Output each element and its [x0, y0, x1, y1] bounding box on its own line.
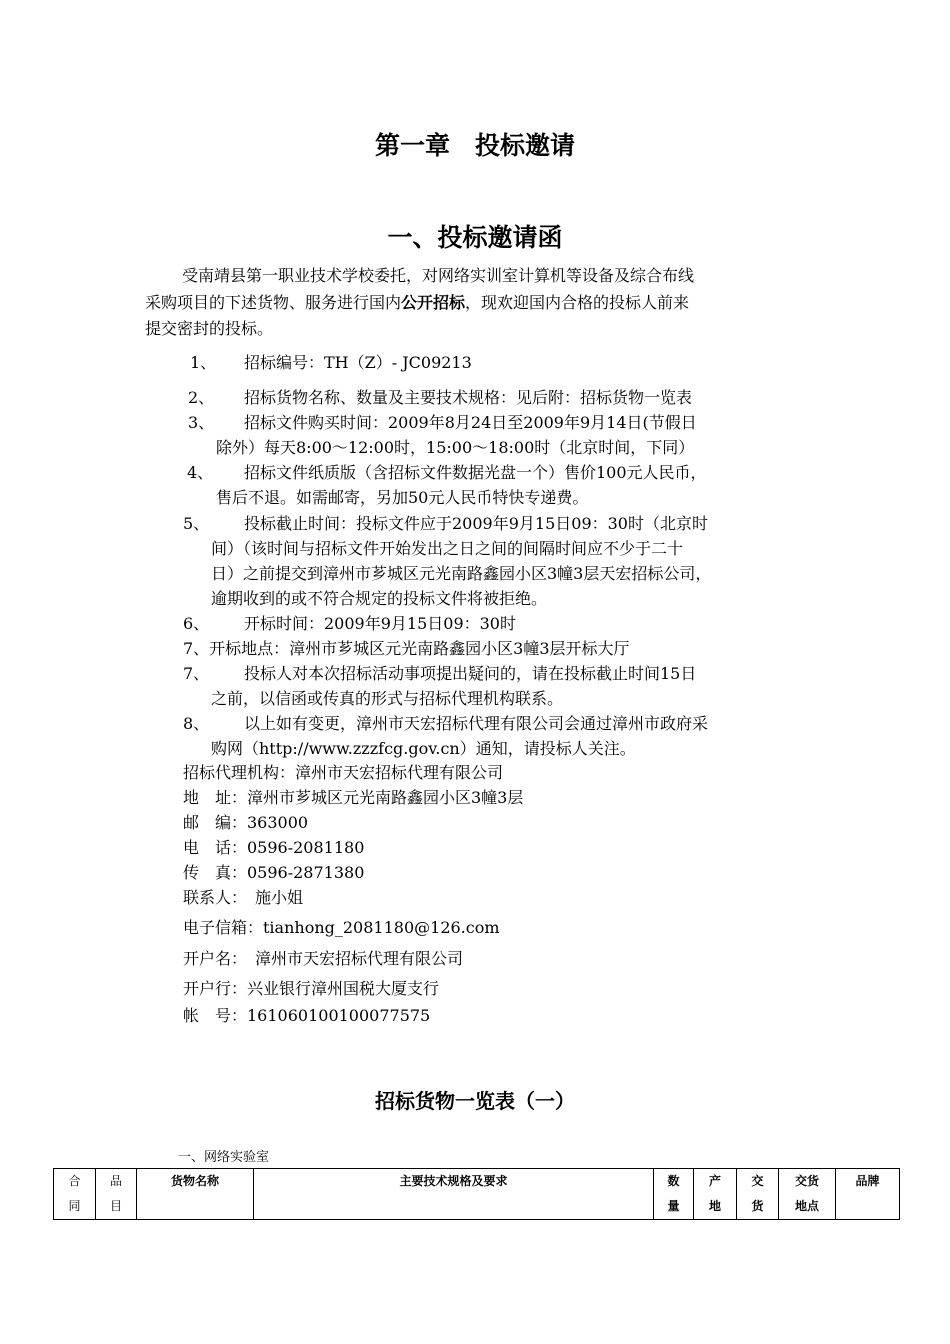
contact-bank: 开户行：兴业银行漳州国税大厦支行	[183, 979, 440, 998]
header-spec	[254, 1169, 654, 1220]
item-7-text: 投标人对本次招标活动事项提出疑问的，请在投标截止时间15日	[244, 664, 697, 683]
contact-postcode: 邮 编：363000	[183, 813, 309, 832]
chapter-title: 第一章 投标邀请	[374, 131, 575, 160]
item-7-cont-1: 之前，以信函或传真的形式与招标代理机构联系。	[211, 689, 564, 708]
item-3-text: 招标文件购买时间：2009年8月24日至2009年9月14日(节假日	[244, 413, 697, 432]
contact-email: 电子信箱：tianhong_2081180@126.com	[183, 918, 500, 937]
item-5-text: 投标截止时间：投标文件应于2009年9月15日09：30时（北京时	[244, 514, 708, 533]
header-delivery	[737, 1169, 779, 1220]
item-3-cont-1: 除外）每天8:00～12:00时，15:00～18:00时（北京时间，下同）	[216, 438, 695, 457]
contact-address: 地 址：漳州市芗城区元光南路鑫园小区3幢3层	[183, 788, 524, 807]
item-2-num: 2、	[188, 388, 215, 407]
item-8-text: 以上如有变更，漳州市天宏招标代理有限公司会通过漳州市政府采	[244, 714, 709, 733]
item-4-num: 4、	[187, 463, 214, 482]
item-6-num: 6、	[183, 614, 210, 633]
header-contract-line-2: 同	[68, 1199, 81, 1213]
goods-table-title: 招标货物一览表（一）	[375, 1089, 575, 1113]
header-goods-name	[137, 1169, 254, 1220]
header-qty-line-1: 数	[667, 1174, 680, 1188]
intro-line-2-pre: 采购项目的下述货物、服务进行国内	[145, 293, 402, 312]
goods-section-subtitle: 一、网络实验室	[178, 1150, 270, 1165]
intro-line-1: 受南靖县第一职业技术学校委托，对网络实训室计算机等设备及综合布线	[182, 266, 695, 285]
item-8-cont-1: 购网（http://www.zzzfcg.gov.cn）通知，请投标人关注。	[211, 739, 636, 758]
contact-account-number: 帐 号：161060100100077575	[183, 1006, 431, 1025]
header-item	[96, 1169, 137, 1220]
item-1-num: 1、	[190, 353, 217, 372]
item-2-text: 招标货物名称、数量及主要技术规格：见后附：招标货物一览表	[244, 388, 693, 407]
intro-line-2	[145, 290, 689, 315]
contact-phone: 电 话：0596-2081180	[183, 838, 365, 857]
contact-account-name: 开户名： 漳州市天宏招标代理有限公司	[183, 949, 464, 968]
item-4-text: 招标文件纸质版（含招标文件数据光盘一个）售价100元人民币，	[244, 463, 707, 482]
contact-fax: 传 真：0596-2871380	[183, 863, 365, 882]
header-origin-line-2: 地	[708, 1199, 721, 1213]
section-title: 一、投标邀请函	[387, 223, 563, 252]
contact-person: 联系人： 施小姐	[183, 888, 304, 907]
header-qty-line-2: 量	[667, 1199, 680, 1213]
item-7-location-text: 7、开标地点：漳州市芗城区元光南路鑫园小区3幢3层开标大厅	[183, 639, 630, 658]
header-contract	[54, 1169, 96, 1220]
contact-agency: 招标代理机构：漳州市天宏招标代理有限公司	[183, 763, 504, 782]
header-place-line-1: 交货	[794, 1174, 819, 1188]
item-5-num: 5、	[183, 514, 210, 533]
item-6-text: 开标时间：2009年9月15日09：30时	[244, 614, 516, 633]
item-5-cont-1: 间）（该时间与招标文件开始发出之日之间的间隔时间应不少于二十	[211, 539, 684, 558]
header-qty	[654, 1169, 694, 1220]
header-spec-text: 主要技术规格及要求	[399, 1174, 508, 1188]
header-delivery-line-1: 交	[751, 1174, 764, 1188]
goods-table	[53, 1168, 900, 1220]
header-delivery-line-2: 货	[751, 1199, 764, 1213]
intro-public-bid: 公开招标	[401, 293, 466, 312]
header-delivery-place	[779, 1169, 836, 1220]
item-1-text: 招标编号：TH（Z）- JC09213	[244, 353, 472, 372]
header-goods-name-text: 货物名称	[170, 1174, 219, 1188]
header-place-line-2: 地点	[794, 1199, 819, 1213]
header-origin	[694, 1169, 737, 1220]
item-5-cont-2: 日）之前提交到漳州市芗城区元光南路鑫园小区3幢3层天宏招标公司，	[211, 564, 712, 583]
header-origin-line-1: 产	[708, 1174, 721, 1188]
header-item-line-1: 品	[109, 1174, 122, 1188]
item-8-num: 8、	[183, 714, 210, 733]
item-3-num: 3、	[188, 413, 215, 432]
item-5-cont-3: 逾期收到的或不符合规定的投标文件将被拒绝。	[211, 589, 548, 608]
item-7-num: 7、	[183, 664, 210, 683]
header-contract-line-1: 合	[68, 1174, 81, 1188]
item-4-cont-1: 售后不退。如需邮寄，另加50元人民币特快专递费。	[216, 488, 589, 507]
intro-line-3: 提交密封的投标。	[145, 319, 274, 338]
header-item-line-2: 目	[109, 1199, 122, 1213]
header-brand	[836, 1169, 900, 1220]
intro-line-2-post: ，现欢迎国内合格的投标人前来	[465, 293, 690, 312]
header-brand-text: 品牌	[855, 1174, 880, 1188]
goods-table-header-row	[54, 1169, 900, 1220]
